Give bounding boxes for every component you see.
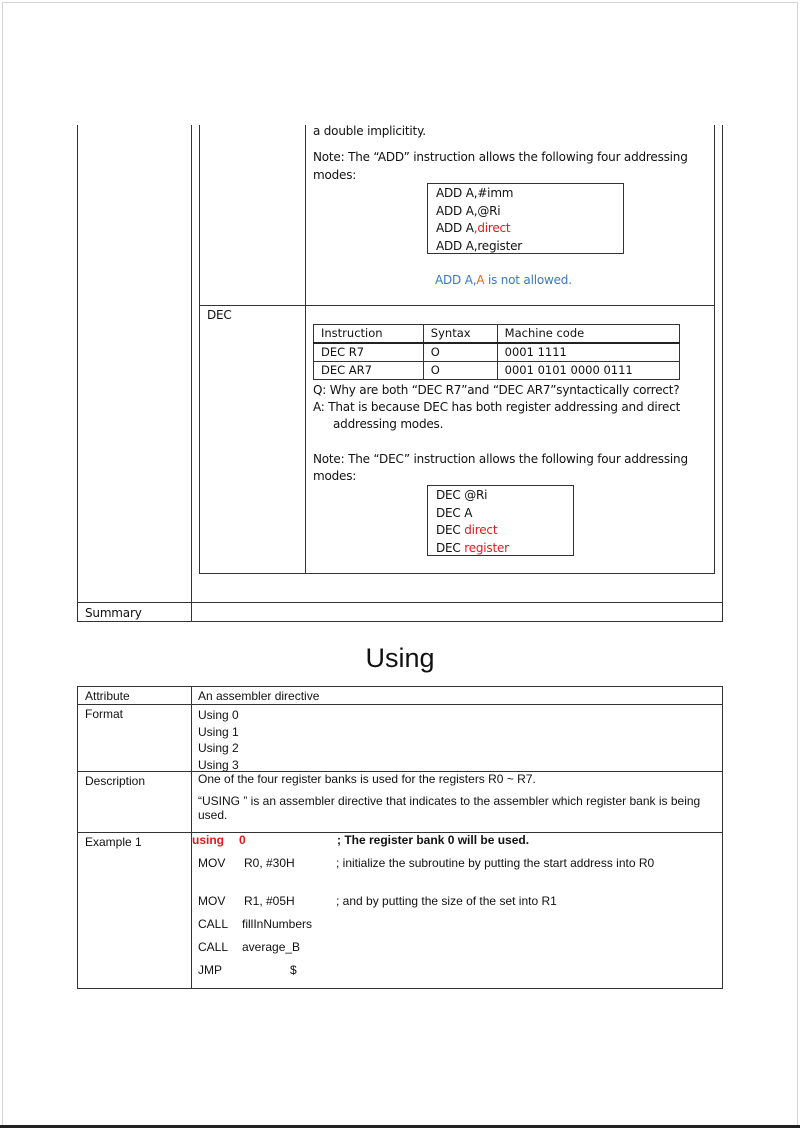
code-comment: ; initialize the subroutine by putting the start address into R0 [336,856,655,870]
table-row [314,343,680,362]
cell-syntax: O [423,343,497,362]
code-comment: ; and by putting the size of the set into R1 [336,894,557,908]
using-right-border [722,686,723,989]
code-line [198,940,300,954]
code-line [198,917,312,931]
cell-machine-code: 0001 1111 [497,343,679,362]
code-directive [192,833,529,847]
section-title: Using [365,643,435,673]
dec-modes-box [427,485,574,556]
document-page [2,2,798,1126]
description-line3: used. [198,808,228,822]
add-modes-box [427,183,624,254]
attribute-value: An assembler directive [198,689,320,703]
dec-mode-accumulator: DEC A [436,505,473,520]
format-value: Using 1 [198,724,239,739]
using-bottom-border [77,988,723,989]
inner-col-divider [305,125,306,574]
add-note-line2: modes: [313,168,357,182]
header-syntax: Syntax [423,325,497,344]
format-values [198,707,239,773]
directive-arg: 0 [239,833,246,847]
outer-right-border [722,125,723,622]
description-label: Description [85,774,146,788]
code-op: CALL [198,940,229,954]
code-op: JMP [198,963,222,977]
using-top-border [77,686,723,687]
add-continuation-text: a double implicitity. [313,124,426,138]
dec-answer-line2: addressing modes. [333,417,444,431]
header-instruction: Instruction [314,325,424,344]
cell-instruction: DEC AR7 [314,362,424,380]
format-label: Format [85,707,124,721]
code-line [198,963,297,977]
add-not-allowed-note: ADD A,A is not allowed. [435,273,572,287]
table-header-row [314,325,680,344]
dec-mode-indirect: DEC @Ri [436,488,488,502]
summary-label: Summary [85,606,142,620]
summary-bottom-border [77,621,723,622]
code-line [198,894,557,908]
dec-answer-line1: A: That is because DEC has both register addressing and direct [313,400,681,414]
description-line1: One of the four register banks is used for the registers R0 ~ R7. [198,772,536,786]
dec-note-line2: modes: [313,469,357,483]
code-arg: $ [290,963,297,977]
dec-instruction-table [313,324,680,380]
cell-syntax: O [423,362,497,380]
using-left-border [77,686,78,989]
row-divider-format [77,704,723,705]
add-mode-indirect: ADD A,@Ri [436,203,501,218]
description-line2: “USING ” is an assembler directive that indicates to the assembler which register bank is being [198,794,701,808]
code-arg: R1, #05H [244,894,295,908]
add-mode-register: ADD A,register [436,238,523,253]
cell-instruction: DEC R7 [314,343,424,362]
code-arg: R0, #30H [244,856,295,870]
dec-mode-register: DEC register [436,540,509,555]
directive-comment: ; The register bank 0 will be used. [337,833,530,847]
format-value: Using 0 [198,708,239,722]
format-value: Using 2 [198,741,239,755]
dec-label: DEC [207,308,232,322]
cell-machine-code: 0001 0101 0000 0111 [497,362,679,380]
code-op: CALL [198,917,229,931]
inner-right-border [714,125,715,574]
dec-note-line1: Note: The “DEC” instruction allows the following four addressing [313,452,688,466]
directive-keyword: using [192,833,224,847]
inner-bottom-border [199,573,715,574]
summary-top-border [77,602,723,603]
header-machine-code: Machine code [497,325,679,344]
inner-left-border [199,125,200,574]
table-row [314,362,680,380]
add-note-line1: Note: The “ADD” instruction allows the following four addressing [313,150,688,164]
code-arg: fillInNumbers [242,917,313,931]
format-value: Using 3 [198,757,239,772]
code-line [198,856,654,870]
example-label: Example 1 [85,835,142,849]
dec-question: Q: Why are both “DEC R7”and “DEC AR7”syntactically correct? [313,383,680,397]
attribute-label: Attribute [85,689,130,703]
code-arg: average_B [242,940,301,954]
outer-col-divider [191,125,192,622]
add-mode-direct: ADD A,direct [436,221,511,235]
outer-left-border [77,125,78,622]
inner-row-divider [199,305,715,306]
code-op: MOV [198,894,226,908]
add-mode-imm: ADD A,#imm [436,186,514,200]
code-op: MOV [198,856,226,870]
dec-mode-direct: DEC direct [436,523,498,537]
